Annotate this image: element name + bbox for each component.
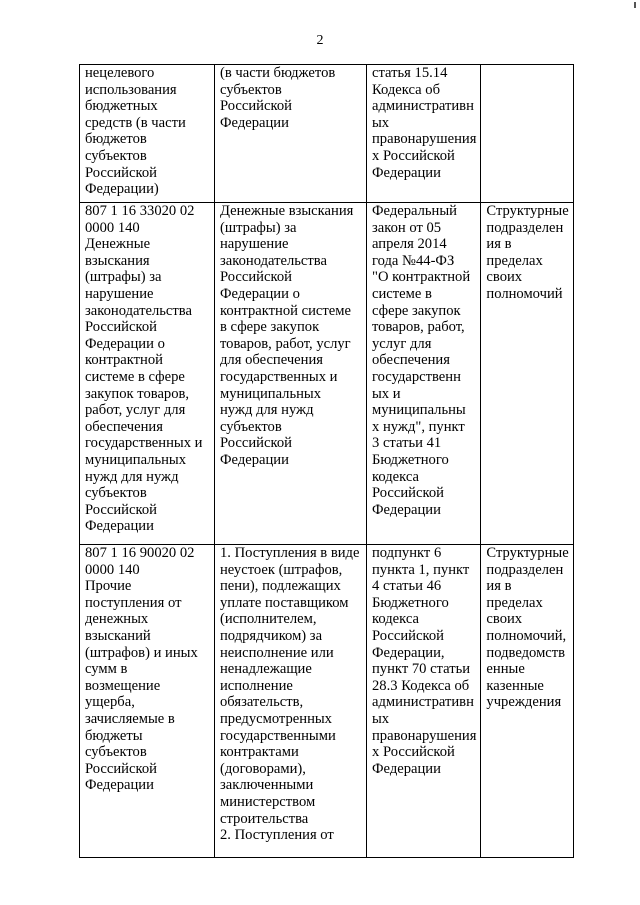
- cell-text: 807 1 16 90020 02 0000 140 Прочие поступления от денежных взысканий (штрафов) и иных сумм в возмещение ущерба, зачисляемые в бюджеты субъектов Российской Федерации: [85, 545, 198, 794]
- table-cell-code: [80, 65, 215, 203]
- table-cell-responsible: [481, 203, 573, 545]
- table-cell-description: [215, 65, 367, 203]
- table-cell-legal-basis: [367, 203, 481, 545]
- cell-text: 807 1 16 33020 02 0000 140 Денежные взыскания (штрафы) за нарушение законодательства Российской Федерации о контрактной системе в сфере закупок товаров, работ, услуг для обеспечения государственных и муниципальных нужд для нужд субъектов Российской Федерации: [85, 203, 203, 535]
- table-row: [80, 545, 574, 858]
- table-cell-description: [215, 203, 367, 545]
- page-number: 2: [316, 33, 324, 48]
- table-cell-legal-basis: [367, 545, 481, 858]
- table-cell-responsible: [481, 65, 573, 203]
- scan-mark: [634, 2, 636, 8]
- cell-text: Структурные подразделен ия в пределах своих полномочий, подведомств енные казенные учреждения: [486, 545, 569, 711]
- cell-text: статья 15.14 Кодекса об административн ых правонарушения х Российской Федерации: [372, 65, 477, 181]
- table-cell-code: [80, 203, 215, 545]
- revenue-table: [79, 64, 574, 858]
- table-cell-legal-basis: [367, 65, 481, 203]
- table-row: [80, 203, 574, 545]
- cell-text: (в части бюджетов субъектов Российской Федерации: [220, 65, 336, 131]
- table-row: [80, 65, 574, 203]
- cell-text: Денежные взыскания (штрафы) за нарушение законодательства Российской Федерации о контрактной системе в сфере закупок товаров, работ, услуг для обеспечения государственных и муниципальных нужд для нужд субъектов Российской Федерации: [220, 203, 354, 468]
- cell-text: Федеральный закон от 05 апреля 2014 года №44-ФЗ "О контрактной системе в сфере закупок товаров, работ, услуг для обеспечения государственн ых и муниципальны х нужд", пункт 3 статьи 41 Бюджетного кодекса Российской Федерации: [372, 203, 471, 518]
- table-cell-description: [215, 545, 367, 858]
- cell-text: нецелевого использования бюджетных средств (в части бюджетов субъектов Российской Федерации): [85, 65, 186, 198]
- table-cell-code: [80, 545, 215, 858]
- table-cell-responsible: [481, 545, 573, 858]
- cell-text: Структурные подразделен ия в пределах своих полномочий: [486, 203, 569, 302]
- cell-text: подпункт 6 пункта 1, пункт 4 статьи 46 Бюджетного кодекса Российской Федерации, пункт 70 статьи 28.3 Кодекса об административн ых правонарушения х Российской Федерации: [372, 545, 477, 777]
- cell-text: 1. Поступления в виде неустоек (штрафов, пени), подлежащих уплате поставщиком (исполнителем, подрядчиком) за неисполнение или ненадлежащие исполнение обязательств, предусмотренных государственными контрактами (договорами), заключенными министерством строительства 2. Поступления от: [220, 545, 360, 844]
